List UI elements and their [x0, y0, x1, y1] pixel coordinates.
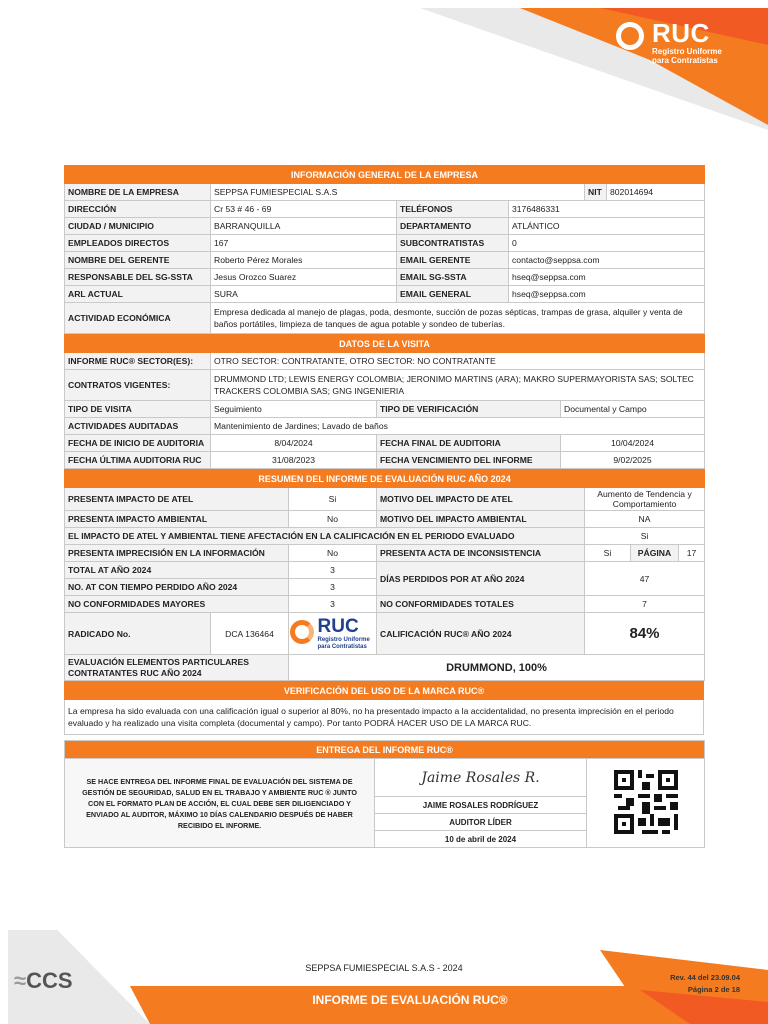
sgssta-label: RESPONSABLE DEL SG-SSTA [65, 269, 211, 286]
end-date-value: 10/04/2024 [561, 435, 705, 452]
activities-label: ACTIVIDADES AUDITADAS [65, 418, 211, 435]
score-value: 84% [585, 613, 705, 655]
total-at-value: 3 [289, 562, 377, 579]
section-title-summary: RESUMEN DEL INFORME DE EVALUACIÓN RUC AÑO 2024 [65, 470, 705, 488]
sectors-value: OTRO SECTOR: CONTRATANTE, OTRO SECTOR: NO CONTRATANTE [211, 353, 705, 370]
footer-company: SEPPSA FUMIESPECIAL S.A.S - 2024 [305, 963, 463, 973]
ruc-logo-icon [616, 22, 644, 50]
atel-label: PRESENTA IMPACTO DE ATEL [65, 488, 289, 511]
department-value: ATLÁNTICO [509, 218, 705, 235]
city-label: CIUDAD / MUNICIPIO [65, 218, 211, 235]
subcontractors-value: 0 [509, 235, 705, 252]
start-date-label: FECHA DE INICIO DE AUDITORIA [65, 435, 211, 452]
verification-type-value: Documental y Campo [561, 401, 705, 418]
ccs-logo-icon: ≈ [14, 968, 27, 993]
verification-type-label: TIPO DE VERIFICACIÓN [377, 401, 561, 418]
lost-days-label: DÍAS PERDIDOS POR AT AÑO 2024 [377, 562, 585, 596]
nit-label: NIT [585, 184, 607, 201]
ruc-small-logo-subtitle: Registro Uniforme para Contratistas [317, 636, 370, 650]
qr-code-icon [610, 770, 682, 834]
imprecision-value: No [289, 545, 377, 562]
sgssta-value: Jesus Orozco Suarez [211, 269, 397, 286]
general-email-label: EMAIL GENERAL [397, 286, 509, 303]
total-at-label: TOTAL AT AÑO 2024 [65, 562, 289, 579]
ccs-logo: ≈CCS [14, 968, 73, 993]
contracts-label: CONTRATOS VIGENTES: [65, 370, 211, 401]
particular-elements-label: EVALUACIÓN ELEMENTOS PARTICULARES CONTRATANTES RUC AÑO 2024 [65, 655, 289, 681]
last-audit-label: FECHA ÚLTIMA AUDITORIA RUC [65, 452, 211, 469]
manager-email-value: contacto@seppsa.com [509, 252, 705, 269]
at-lost-time-label: NO. AT CON TIEMPO PERDIDO AÑO 2024 [65, 579, 289, 596]
activity-label: ACTIVIDAD ECONÓMICA [65, 303, 211, 334]
auditor-name: JAIME ROSALES RODRÍGUEZ [375, 797, 587, 814]
atel-value: Si [289, 488, 377, 511]
address-label: DIRECCIÓN [65, 201, 211, 218]
environmental-impact-value: No [289, 511, 377, 528]
environmental-reason-label: MOTIVO DEL IMPACTO AMBIENTAL [377, 511, 585, 528]
major-nc-label: NO CONFORMIDADES MAYORES [65, 596, 289, 613]
visit-type-value: Seguimiento [211, 401, 377, 418]
city-value: BARRANQUILLA [211, 218, 397, 235]
ruc-small-logo-icon [290, 620, 314, 644]
section-title-general: INFORMACIÓN GENERAL DE LA EMPRESA [65, 166, 705, 184]
manager-label: NOMBRE DEL GERENTE [65, 252, 211, 269]
atel-reason-label: MOTIVO DEL IMPACTO DE ATEL [377, 488, 585, 511]
report-body [64, 165, 704, 848]
section-title-delivery: ENTREGA DEL INFORME RUC® [65, 741, 705, 759]
footer-band [0, 930, 768, 1024]
contracts-value: DRUMMOND LTD; LEWIS ENERGY COLOMBIA; JERONIMO MARTINS (ARA); MAKRO SUPERMAYORISTA SAS; SOLTEC TRACKERS COLOMBIA SAS; GNG INGENIERIA [211, 370, 705, 401]
summary-table [64, 469, 705, 681]
auditor-role: AUDITOR LÍDER [375, 814, 587, 831]
atel-reason-value: Aumento de Tendencia y Comportamiento [585, 488, 705, 511]
revision-text: Rev. 44 del 23.09.04 [670, 973, 740, 982]
start-date-value: 8/04/2024 [211, 435, 377, 452]
ruc-logo-subtitle: Registro Uniforme para Contratistas [652, 47, 722, 65]
general-email-value: hseq@seppsa.com [509, 286, 705, 303]
lost-days-value: 47 [585, 562, 705, 596]
qr-code-cell [587, 759, 705, 848]
brand-use-text: La empresa ha sido evaluada con una calificación igual o superior al 80%, no ha presentado impacto a la accidentalidad, no presenta imprecisión en el periodo evaluado y ha realizado una visita completa (documental y campo). Por tanto PODRÁ HACER USO DE LA MARCA RUC. [65, 700, 704, 735]
phones-value: 3176486331 [509, 201, 705, 218]
last-audit-value: 31/08/2023 [211, 452, 377, 469]
filed-logo-cell [289, 613, 377, 655]
nit-value: 802014694 [607, 184, 705, 201]
total-nc-value: 7 [585, 596, 705, 613]
delivery-text: SE HACE ENTREGA DEL INFORME FINAL DE EVALUACIÓN DEL SISTEMA DE GESTIÓN DE SEGURIDAD, SALUD EN EL TRABAJO Y AMBIENTE RUC ® JUNTO CON EL FORMATO PLAN DE ACCIÓN, EL CUAL DEBE SER DILIGENCIADO Y ENVIADO AL AUDITOR, MÁXIMO 10 DÍAS CALENDARIO DESPUÉS DE HABER RECIBIDO EL INFORME. [65, 759, 375, 848]
end-date-label: FECHA FINAL DE AUDITORIA [377, 435, 561, 452]
score-label: CALIFICACIÓN RUC® AÑO 2024 [377, 613, 585, 655]
page-ref-label: PÁGINA [631, 545, 679, 562]
ruc-logo-text: RUC [652, 18, 710, 48]
employees-label: EMPLEADOS DIRECTOS [65, 235, 211, 252]
arl-label: ARL ACTUAL [65, 286, 211, 303]
address-value: Cr 53 # 46 - 69 [211, 201, 397, 218]
inconsistency-value: Si [585, 545, 631, 562]
expiry-date-label: FECHA VENCIMIENTO DEL INFORME [377, 452, 561, 469]
imprecision-label: PRESENTA IMPRECISIÓN EN LA INFORMACIÓN [65, 545, 289, 562]
at-lost-time-value: 3 [289, 579, 377, 596]
arl-value: SURA [211, 286, 397, 303]
particular-elements-value: DRUMMOND, 100% [289, 655, 705, 681]
page-ref-value: 17 [679, 545, 705, 562]
phones-label: TELÉFONOS [397, 201, 509, 218]
delivery-date: 10 de abril de 2024 [375, 831, 587, 848]
department-label: DEPARTAMENTO [397, 218, 509, 235]
manager-email-label: EMAIL GERENTE [397, 252, 509, 269]
section-title-brand-use: VERIFICACIÓN DEL USO DE LA MARCA RUC® [65, 682, 704, 700]
brand-use-table [64, 681, 704, 735]
footer-title: INFORME DE EVALUACIÓN RUC® [312, 993, 508, 1007]
major-nc-value: 3 [289, 596, 377, 613]
sectors-label: INFORME RUC® SECTOR(ES): [65, 353, 211, 370]
general-info-table [64, 165, 705, 334]
delivery-table [64, 740, 705, 848]
filed-number-label: RADICADO No. [65, 613, 211, 655]
manager-value: Roberto Pérez Morales [211, 252, 397, 269]
section-title-visit: DATOS DE LA VISITA [65, 335, 705, 353]
filed-number-value: DCA 136464 [211, 613, 289, 655]
footer-revision [670, 972, 740, 996]
affects-score-value: Si [585, 528, 705, 545]
company-value: SEPPSA FUMIESPECIAL S.A.S [211, 184, 585, 201]
ruc-small-logo-text: RUC [317, 615, 359, 637]
company-label: NOMBRE DE LA EMPRESA [65, 184, 211, 201]
ruc-logo [616, 20, 746, 64]
environmental-impact-label: PRESENTA IMPACTO AMBIENTAL [65, 511, 289, 528]
ruc-small-logo [290, 617, 376, 651]
employees-value: 167 [211, 235, 397, 252]
activities-value: Mantenimiento de Jardines; Lavado de baños [211, 418, 705, 435]
visit-type-label: TIPO DE VISITA [65, 401, 211, 418]
activity-value: Empresa dedicada al manejo de plagas, poda, desmonte, succión de pozas sépticas, trampas de grasa, alquiler y venta de baños portátiles, limpieza de tanques de agua potable y sondeo de tuberías. [211, 303, 705, 334]
visit-data-table [64, 334, 705, 469]
inconsistency-label: PRESENTA ACTA DE INCONSISTENCIA [377, 545, 585, 562]
sgssta-email-label: EMAIL SG-SSTA [397, 269, 509, 286]
page-number: Página 2 de 18 [687, 985, 740, 994]
sgssta-email-value: hseq@seppsa.com [509, 269, 705, 286]
total-nc-label: NO CONFORMIDADES TOTALES [377, 596, 585, 613]
affects-score-label: EL IMPACTO DE ATEL Y AMBIENTAL TIENE AFECTACIÓN EN LA CALIFICACIÓN EN EL PERIODO EVALUADO [65, 528, 585, 545]
subcontractors-label: SUBCONTRATISTAS [397, 235, 509, 252]
environmental-reason-value: NA [585, 511, 705, 528]
auditor-signature: Jaime Rosales R. [375, 759, 587, 797]
expiry-date-value: 9/02/2025 [561, 452, 705, 469]
